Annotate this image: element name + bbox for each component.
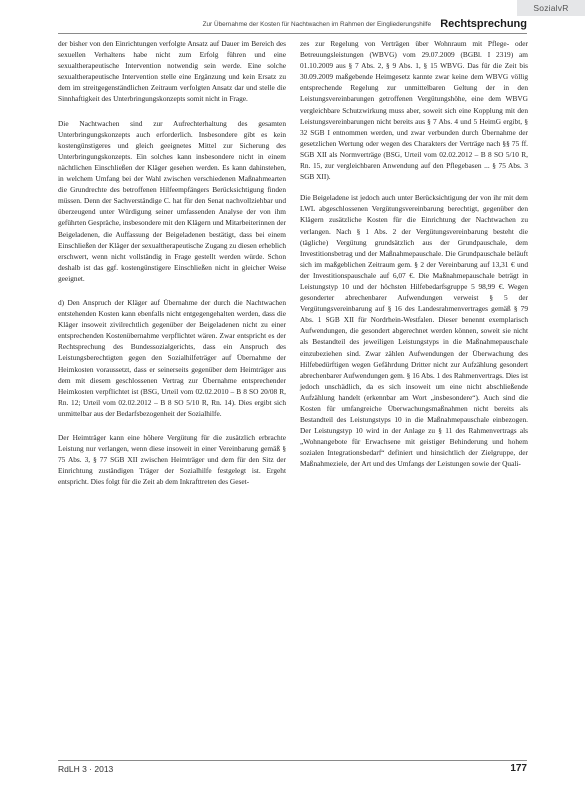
header-rule xyxy=(58,33,527,34)
right-column xyxy=(300,38,528,480)
running-title: Zur Übernahme der Kosten für Nachtwachen im Rahmen der Eingliederungshilfe xyxy=(202,21,431,28)
paragraph: der bisher von den Einrichtungen verfolgte Ansatz auf Dauer im Bereich des sexuellen Verhaltens habe nicht zum Erfolg führen und eine sexualtherapeutische Intervention notwendig sein werde. Eine solche sexualtherapeutische Intervention stelle eine Ergänzung und kein Ersatz zu dem im streitgegenständlichen Zeitraum verfolgten Ansatz dar und stelle die Sinnhaftigkeit des Unterbringungskonzepts somit nicht in Frage. xyxy=(58,39,286,104)
footer-rule xyxy=(58,760,527,761)
paragraph: Der Heimträger kann eine höhere Vergütung für die zusätzlich erbrachte Leistung nur verlangen, wenn diese insoweit in einer Vereinbarung gemäß § 75 Abs. 3, § 77 SGB XII zwischen Heimträger und dem für den Sitz der Einrichtung zuständigen Träger der Sozialhilfe festgelegt ist. Ergeht entspricht. Dies folgt für die Zeit ab dem Inkrafttreten des Geset- xyxy=(58,433,286,487)
paragraph: zes zur Regelung von Verträgen über Wohnraum mit Pflege- oder Betreuungsleistungen (WBVG) vom 29.07.2009 (BGBl. I 2319) am 01.10.2009 aus § 7 Abs. 2, § 9 Abs. 1, § 15 WBVG. Das für die Zeit bis 30.09.2009 maßgebende Heimgesetz kannte zwar keine dem WBVG völlig entsprechende Regelung zur unmittelbaren Geltung der in den Leistungsvereinbarungen getroffenen Vergütungshöhe, eine dem WBVG vergleichbare Schutzwirkung muss aber, soweit sich eine Kopplung mit den Leistungsvereinbarungen nicht bereits aus § 7 Abs. 4 und 5 HeimG ergibt, § 32 SGB I entnommen werden, und zwar verbunden durch Übernahme der gesetzlichen Wertung oder wegen des Charakters der Verträge nach §§ 75 ff. SGB XII als Normverträge (BSG, Urteil vom 02.02.2012 – B 8 SO 5/10 R, Rn. 15, zur vergleichbaren Anwendung auf den Pflegebasen ... § 75 Abs. 3 SGB XII). xyxy=(300,39,528,182)
left-column xyxy=(58,38,286,500)
paragraph: Die Beigeladene ist jedoch auch unter Berücksichtigung der von ihr mit dem LWL abgeschlossenen Vergütungsvereinbarung berechtigt, gegenüber den Klägern zusätzliche Kosten für die Einrichtung der Nachtwachen zu verlangen. Nach § 1 Abs. 2 der Vergütungsvereinbarung besteht die (tägliche) Vergütung grundsätzlich aus der Grundpauschale, dem Investitionsbetrag und der Maßnahmepauschale. Die Grundpauschale beläuft sich im maßgeblichen Zeitraum gem. § 2 der Vereinbarung auf 13,31 € und der Investitionspauschale auf 6,07 €. Die Maßnahmepauschale beträgt in Leistungstyp 10 und der höchsten Hilfebedarfsgruppe 5 98,99 €. Wegen gesonderter abrechenbarer Aufwendungen verweist § 5 der Vergütungsvereinbarung auf § 16 des Landesrahmenvertrages gemäß § 79 Abs. 1 SGB XII für Nordrhein-Westfalen. Dieser benennt exemplarisch Aufwendungen, die gesondert abgerechnet werden können, soweit sie nicht als Bestandteil des jeweiligen Leistungstyps in die Maßnahmepauschale einzubeziehen sind. Zwar zählen Aufwendungen der Überwachung des Hilfebedürftigen wegen Gefährdung Dritter nicht zur Aufzählung gesondert abrechenbarer Aufwendungen gem. § 16 Abs. 1 des Rahmenvertrags. Dies ist jedoch unschädlich, da es sich insoweit um eine nicht abschließende Aufzählung handelt (erkennbar am Wort „insbesondere“). Auch sind die Kosten für umfangreiche Überwachungsmaßnahmen nicht bereits als Bestandteil des Leistungstyps 10 in die Maßnahmepauschale einbezogen. Der Leistungstyp 10 wird in der Anlage zu § 11 des Rahmenvertrags als „Wohnangebote für Erwachsene mit geistiger Behinderung und hohem sozialen Integrationsbedarf“ definiert und hinsichtlich der Zielgruppe, der Maßnahmeziele, der Art und des Umfangs der Leistungen sowie der Quali- xyxy=(300,193,528,469)
page-header xyxy=(58,18,527,32)
journal-issue: RdLH 3 · 2013 xyxy=(58,764,114,774)
paragraph: d) Den Anspruch der Kläger auf Übernahme der durch die Nachtwachen entstehenden Kosten kann ebenfalls nicht entgegengehalten werden, dass die Kläger insoweit zivilrechtlich gegenüber der Beigeladenen nicht zu einer entsprechenden Kostenübernahme verpflichtet wären. Zwar entspricht es der Rechtsprechung des Bundessozialgerichts, dass ein Anspruch des Leistungsberechtigten gegen den Sozialhilfeträger auf Übernahme der Heimkosten voraussetzt, dass er seinerseits gegenüber dem Heimträger aus dem mit diesem geschlossenen Vertrag zur Übernahme entsprechender Heimkosten verpflichtet ist (BSG, Urteil vom 02.02.2010 – B 8 SO 20/08 R, Rn. 12; Urteil vom 02.02.2012 – B 8 SO 5/10 R, Rn. 14). Dies ergibt sich unmittelbar aus der Bedarfsbezogenheit der Sozialhilfe. xyxy=(58,297,286,418)
page-number: 177 xyxy=(510,763,527,774)
section-tab: SozialvR xyxy=(517,0,585,16)
paragraph: Die Nachtwachen sind zur Aufrechterhaltung des gesamten Unterbringungskonzepts auch erforderlich. Insbesondere gibt es kein kostengünstigeres und gleich geeignetes Mittel zur Sicherung des Unterbringungskonzepts. Ein solches kann insbesondere nicht in einem nächtlichen Einschließen der Kläger gesehen werden. Es kann dahinstehen, in welchem Umfang bei der Wahl zwischen verschiedenen Maßnahmearten die Grundrechte des betroffenen Hilfeempfängers Berücksichtigung finden müssen. Denn der Sachverständige C. hat für den Senat nachvollziehbar und überzeugend unter Würdigung seiner umfassenden Analyse der von ihm geführten Gespräche, insbesondere mit den Klägern und Mitarbeiterinnen der Beigeladenen, die Auffassung der Beigeladenen bestätigt, dass bei einem Einschließen der Kläger der sexualtherapeutische Zugang zu diesen erheblich erschwert, wenn nicht vollständig in Frage gestellt werden würde. Schon deshalb ist das ggf. kostengünstigere Einschließen nicht in gleicher Weise geeignet. xyxy=(58,118,286,283)
section-title: Rechtsprechung xyxy=(440,18,527,30)
